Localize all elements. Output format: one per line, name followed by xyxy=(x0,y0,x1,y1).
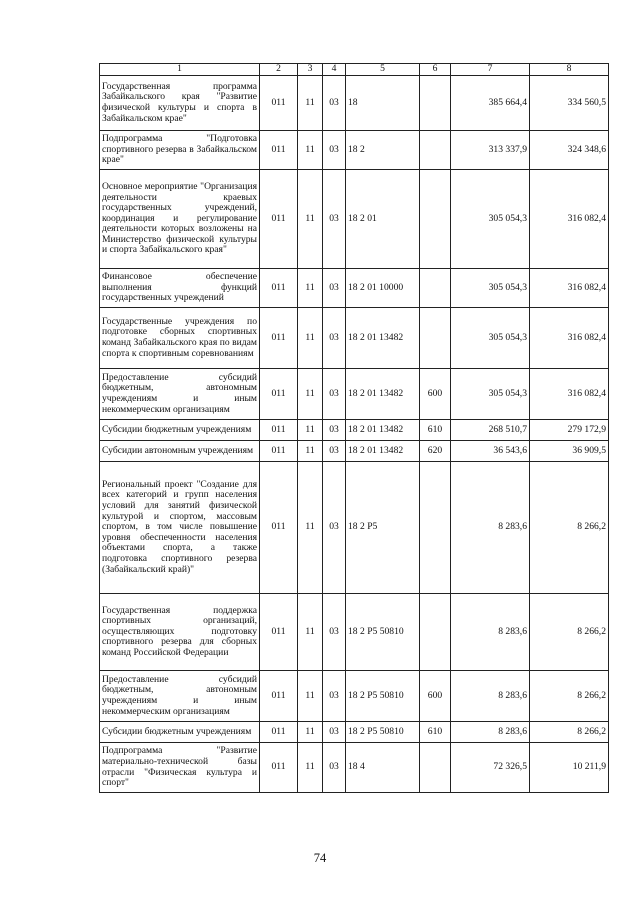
row-value-cell: 18 2 01 13482 xyxy=(346,441,420,462)
row-name-cell: Государственные учреждения по подготовке сборных спортивных команд Забайкальского края по видам спорта к спортивным соревнованиям xyxy=(100,308,260,369)
row-value-cell: 11 xyxy=(298,76,323,131)
row-value-cell: 011 xyxy=(260,594,298,671)
row-value-cell: 600 xyxy=(420,369,451,420)
row-value-cell: 011 xyxy=(260,308,298,369)
row-value-cell: 11 xyxy=(298,269,323,308)
row-value-cell: 18 xyxy=(346,76,420,131)
row-value-cell xyxy=(420,170,451,269)
row-value-cell: 305 054,3 xyxy=(451,269,530,308)
row-value-cell: 279 172,9 xyxy=(530,420,609,441)
row-value-cell: 11 xyxy=(298,441,323,462)
row-value-cell: 03 xyxy=(323,671,346,722)
row-value-cell: 011 xyxy=(260,269,298,308)
table-row xyxy=(100,743,609,793)
column-header: 7 xyxy=(451,64,530,76)
row-value-cell: 03 xyxy=(323,369,346,420)
row-value-cell: 011 xyxy=(260,671,298,722)
table-body xyxy=(100,76,609,793)
row-value-cell: 011 xyxy=(260,462,298,594)
budget-table xyxy=(99,63,609,793)
row-value-cell: 18 2 01 10000 xyxy=(346,269,420,308)
row-value-cell: 011 xyxy=(260,441,298,462)
row-value-cell: 316 082,4 xyxy=(530,308,609,369)
row-value-cell xyxy=(420,594,451,671)
row-value-cell: 11 xyxy=(298,170,323,269)
row-value-cell: 610 xyxy=(420,722,451,743)
page-number: 74 xyxy=(313,851,327,865)
column-header: 4 xyxy=(323,64,346,76)
row-name-cell: Субсидии бюджетным учреждениям xyxy=(100,722,260,743)
table-row xyxy=(100,131,609,170)
row-value-cell: 385 664,4 xyxy=(451,76,530,131)
header-row xyxy=(100,64,609,76)
row-value-cell: 03 xyxy=(323,76,346,131)
row-value-cell: 11 xyxy=(298,420,323,441)
table-row xyxy=(100,441,609,462)
row-value-cell: 36 909,5 xyxy=(530,441,609,462)
row-name-cell: Подпрограмма "Развитие материально-технической базы отрасли "Физическая культура и спорт" xyxy=(100,743,260,793)
row-value-cell: 11 xyxy=(298,722,323,743)
row-name-cell: Подпрограмма "Подготовка спортивного резерва в Забайкальском крае" xyxy=(100,131,260,170)
row-value-cell xyxy=(420,131,451,170)
row-value-cell xyxy=(420,76,451,131)
row-value-cell xyxy=(420,269,451,308)
column-header: 8 xyxy=(530,64,609,76)
row-value-cell: 011 xyxy=(260,420,298,441)
column-header: 2 xyxy=(260,64,298,76)
row-value-cell: 011 xyxy=(260,722,298,743)
table-row xyxy=(100,369,609,420)
row-value-cell: 8 283,6 xyxy=(451,671,530,722)
table-row xyxy=(100,420,609,441)
row-value-cell: 36 543,6 xyxy=(451,441,530,462)
row-value-cell: 316 082,4 xyxy=(530,269,609,308)
row-value-cell: 03 xyxy=(323,722,346,743)
row-value-cell: 334 560,5 xyxy=(530,76,609,131)
row-value-cell: 11 xyxy=(298,671,323,722)
row-name-cell: Предоставление субсидий бюджетным, автономным учреждениям и иным некоммерческим организациям xyxy=(100,671,260,722)
row-name-cell: Субсидии бюджетным учреждениям xyxy=(100,420,260,441)
row-value-cell: 316 082,4 xyxy=(530,170,609,269)
row-value-cell: 03 xyxy=(323,131,346,170)
table-row xyxy=(100,722,609,743)
row-name-cell: Финансовое обеспечение выполнения функций государственных учреждений xyxy=(100,269,260,308)
row-value-cell: 18 2 xyxy=(346,131,420,170)
row-value-cell: 03 xyxy=(323,170,346,269)
row-value-cell: 10 211,9 xyxy=(530,743,609,793)
row-value-cell: 8 266,2 xyxy=(530,594,609,671)
row-value-cell: 11 xyxy=(298,462,323,594)
table-row xyxy=(100,308,609,369)
row-name-cell: Основное мероприятие "Организация деятельности краевых государственных учреждений, координация и регулирование деятельности которых возложены на Министерство физической культуры и спорта Забайкальского края" xyxy=(100,170,260,269)
row-value-cell: 03 xyxy=(323,462,346,594)
row-value-cell: 305 054,3 xyxy=(451,308,530,369)
row-value-cell: 18 4 xyxy=(346,743,420,793)
row-value-cell: 011 xyxy=(260,743,298,793)
row-value-cell: 11 xyxy=(298,369,323,420)
row-value-cell: 324 348,6 xyxy=(530,131,609,170)
row-value-cell: 11 xyxy=(298,131,323,170)
table-row xyxy=(100,462,609,594)
column-header: 6 xyxy=(420,64,451,76)
row-value-cell: 03 xyxy=(323,594,346,671)
row-value-cell: 600 xyxy=(420,671,451,722)
row-value-cell: 011 xyxy=(260,131,298,170)
row-value-cell: 011 xyxy=(260,170,298,269)
row-value-cell: 011 xyxy=(260,369,298,420)
row-value-cell xyxy=(420,308,451,369)
row-name-cell: Государственная поддержка спортивных организаций, осуществляющих подготовку спортивного резерва для сборных команд Российской Федерации xyxy=(100,594,260,671)
row-value-cell: 18 2 P5 50810 xyxy=(346,722,420,743)
row-value-cell: 18 2 01 13482 xyxy=(346,308,420,369)
row-value-cell xyxy=(420,462,451,594)
row-value-cell: 8 283,6 xyxy=(451,462,530,594)
row-value-cell: 18 2 01 xyxy=(346,170,420,269)
row-value-cell: 620 xyxy=(420,441,451,462)
row-value-cell: 03 xyxy=(323,420,346,441)
row-value-cell: 03 xyxy=(323,269,346,308)
row-name-cell: Предоставление субсидий бюджетным, автономным учреждениям и иным некоммерческим организациям xyxy=(100,369,260,420)
row-value-cell: 316 082,4 xyxy=(530,369,609,420)
row-value-cell: 18 2 P5 50810 xyxy=(346,671,420,722)
column-header: 3 xyxy=(298,64,323,76)
row-value-cell: 11 xyxy=(298,308,323,369)
table-row xyxy=(100,671,609,722)
row-value-cell: 268 510,7 xyxy=(451,420,530,441)
row-value-cell: 313 337,9 xyxy=(451,131,530,170)
row-value-cell: 03 xyxy=(323,308,346,369)
row-value-cell xyxy=(420,743,451,793)
row-value-cell: 18 2 01 13482 xyxy=(346,369,420,420)
row-value-cell: 305 054,3 xyxy=(451,369,530,420)
row-value-cell: 8 266,2 xyxy=(530,462,609,594)
table-row xyxy=(100,76,609,131)
row-value-cell: 8 283,6 xyxy=(451,722,530,743)
column-header: 5 xyxy=(346,64,420,76)
row-value-cell: 03 xyxy=(323,441,346,462)
row-value-cell: 18 2 01 13482 xyxy=(346,420,420,441)
table-row xyxy=(100,269,609,308)
table-row xyxy=(100,594,609,671)
row-value-cell: 18 2 P5 xyxy=(346,462,420,594)
row-value-cell: 11 xyxy=(298,743,323,793)
row-value-cell: 18 2 P5 50810 xyxy=(346,594,420,671)
row-value-cell: 11 xyxy=(298,594,323,671)
row-value-cell: 610 xyxy=(420,420,451,441)
table-row xyxy=(100,170,609,269)
row-value-cell: 8 266,2 xyxy=(530,722,609,743)
row-name-cell: Субсидии автономным учреждениям xyxy=(100,441,260,462)
column-header: 1 xyxy=(100,64,260,76)
row-value-cell: 305 054,3 xyxy=(451,170,530,269)
row-name-cell: Государственная программа Забайкальского края "Развитие физической культуры и спорта в Забайкальском крае" xyxy=(100,76,260,131)
row-value-cell: 03 xyxy=(323,743,346,793)
row-value-cell: 8 283,6 xyxy=(451,594,530,671)
row-value-cell: 8 266,2 xyxy=(530,671,609,722)
row-value-cell: 72 326,5 xyxy=(451,743,530,793)
row-value-cell: 011 xyxy=(260,76,298,131)
row-name-cell: Региональный проект "Создание для всех категорий и групп населения условий для занятий физической культурой и спортом, массовым спортом, в том числе повышение уровня обеспеченности населения объектами спорта, а также подготовка спортивного резерва (Забайкальский край)" xyxy=(100,462,260,594)
